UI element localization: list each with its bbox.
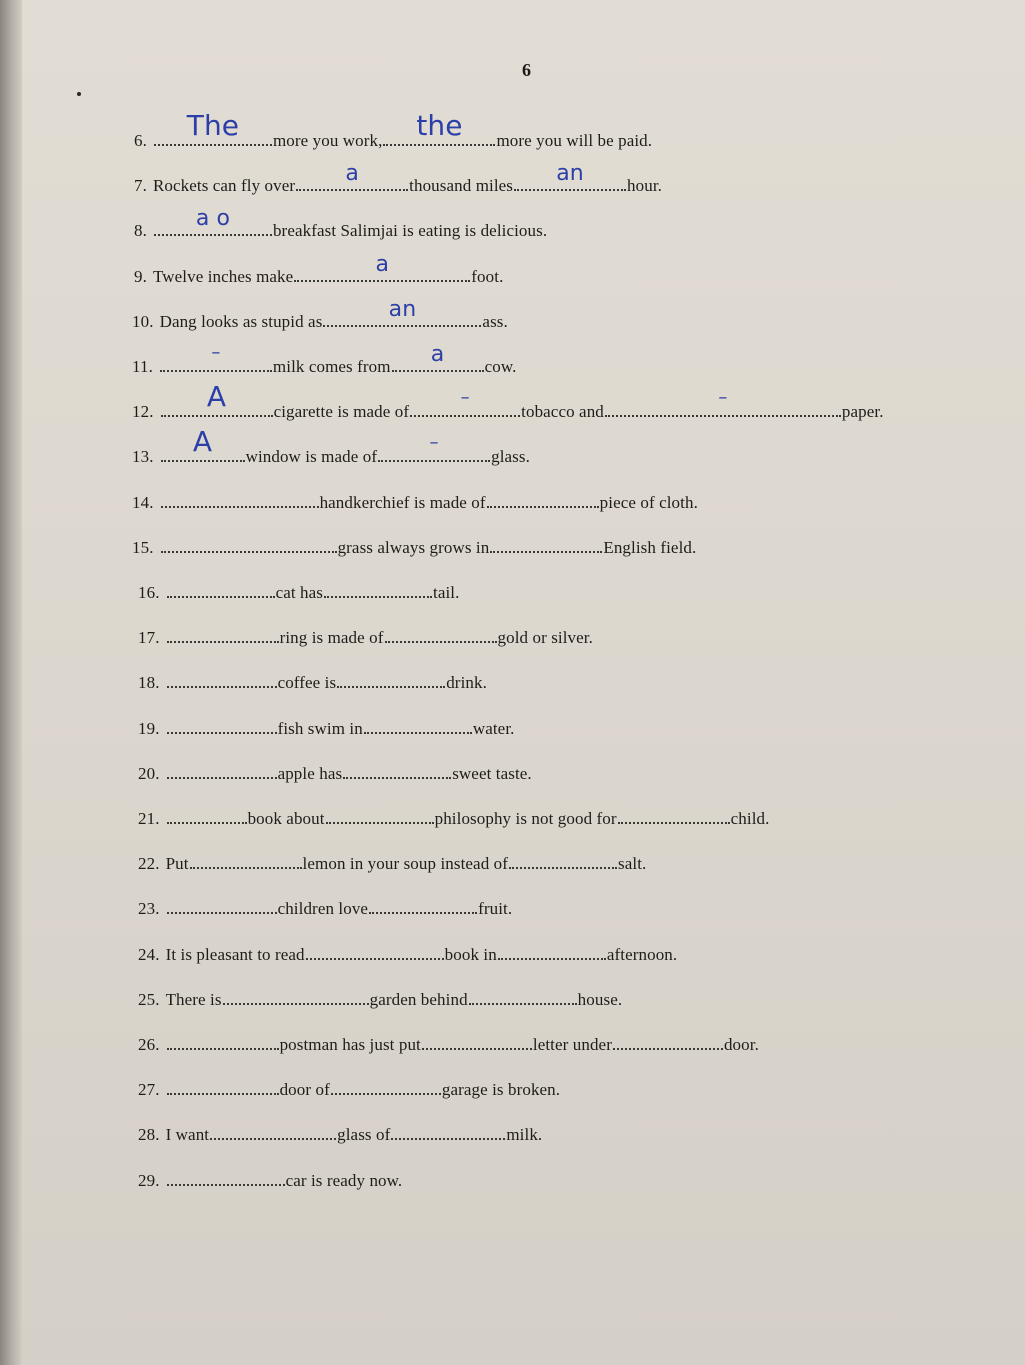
- exercise-text: piece of cloth.: [599, 493, 698, 512]
- exercise-text: fruit.: [478, 899, 513, 918]
- answer-blank[interactable]: [160, 342, 272, 372]
- answer-blank[interactable]: [410, 387, 520, 417]
- exercise-row: [132, 380, 884, 422]
- exercise-number: 7.: [134, 176, 147, 195]
- exercise-row: [134, 109, 653, 151]
- answer-blank[interactable]: [337, 672, 445, 688]
- exercise-text: grass always grows in: [337, 538, 490, 557]
- answer-blank[interactable]: [343, 763, 451, 779]
- exercise-number: 29.: [138, 1171, 160, 1190]
- page-number: 6: [522, 60, 531, 80]
- exercise-text: door of: [279, 1080, 330, 1099]
- exercise-row: [138, 1170, 402, 1191]
- answer-blank[interactable]: [514, 161, 626, 191]
- exercise-text: postman has just put: [279, 1035, 421, 1054]
- answer-blank[interactable]: [306, 944, 444, 960]
- answer-blank[interactable]: [469, 989, 577, 1005]
- exercise-text: Dang looks as stupid as: [159, 312, 323, 331]
- answer-blank[interactable]: [167, 808, 247, 824]
- exercise-row: [132, 492, 698, 513]
- exercise-number: 9.: [134, 267, 147, 286]
- exercise-text: child.: [730, 809, 770, 828]
- answer-blank[interactable]: [392, 342, 484, 372]
- exercise-text: It is pleasant to read: [165, 945, 305, 964]
- answer-blank[interactable]: [326, 808, 434, 824]
- handwritten-answer: –: [429, 432, 439, 453]
- exercise-number: 12.: [132, 402, 154, 421]
- handwritten-answer: a: [375, 252, 390, 277]
- exercise-text: handkerchief is made of: [319, 493, 486, 512]
- exercise-text: sweet taste.: [452, 764, 532, 783]
- answer-blank[interactable]: [331, 1079, 441, 1095]
- answer-blank[interactable]: [324, 582, 432, 598]
- exercise-number: 27.: [138, 1080, 160, 1099]
- answer-blank[interactable]: [383, 109, 495, 146]
- answer-blank[interactable]: [294, 252, 470, 282]
- exercise-text: drink.: [446, 673, 487, 692]
- exercise-row: [134, 252, 504, 287]
- answer-blank[interactable]: [498, 944, 606, 960]
- exercise-text: salt.: [618, 854, 647, 873]
- exercise-text: There is: [165, 990, 222, 1009]
- exercise-number: 8.: [134, 221, 147, 240]
- handwritten-answer: a: [430, 342, 445, 367]
- answer-blank[interactable]: [378, 432, 490, 462]
- exercise-row: [138, 1079, 560, 1100]
- exercise-number: 22.: [138, 854, 160, 873]
- handwritten-answer: –: [211, 342, 221, 363]
- answer-blank[interactable]: [161, 537, 337, 553]
- handwritten-answer: A: [206, 380, 227, 413]
- handwritten-answer: the: [416, 109, 463, 142]
- exercise-text: milk comes from: [272, 357, 391, 376]
- answer-blank[interactable]: [618, 808, 730, 824]
- exercise-row: [132, 297, 508, 332]
- answer-blank[interactable]: [154, 109, 272, 146]
- exercise-text: ass.: [482, 312, 508, 331]
- answer-blank[interactable]: [167, 718, 277, 734]
- exercise-row: [138, 582, 459, 603]
- exercise-row: [138, 627, 593, 648]
- exercise-number: 11.: [132, 357, 153, 376]
- exercise-row: [134, 161, 663, 196]
- exercise-text: Put: [165, 854, 189, 873]
- exercise-number: 14.: [132, 493, 154, 512]
- exercise-row: [138, 853, 646, 874]
- answer-blank[interactable]: [167, 627, 279, 643]
- exercise-text: afternoon.: [606, 945, 678, 964]
- exercise-text: glass.: [491, 447, 530, 466]
- exercise-row: [132, 425, 530, 467]
- answer-blank[interactable]: [490, 537, 602, 553]
- answer-blank[interactable]: [167, 1034, 279, 1050]
- exercise-text: door.: [723, 1035, 759, 1054]
- handwritten-answer: a o: [195, 206, 231, 231]
- exercise-text: thousand miles: [409, 176, 514, 195]
- answer-blank[interactable]: [323, 297, 481, 327]
- exercise-row: [138, 1034, 759, 1055]
- exercise-text: tobacco and: [521, 402, 604, 421]
- answer-blank[interactable]: [167, 1079, 279, 1095]
- exercise-row: [132, 537, 696, 558]
- exercise-number: 15.: [132, 538, 154, 557]
- exercise-row: [138, 989, 622, 1010]
- exercise-text: milk.: [506, 1125, 543, 1144]
- exercise-text: children love: [277, 899, 369, 918]
- exercise-text: fish swim in: [277, 719, 363, 738]
- exercise-row: [138, 718, 515, 739]
- exercise-row: [138, 808, 769, 829]
- exercise-text: cow.: [484, 357, 517, 376]
- answer-blank[interactable]: [161, 380, 273, 417]
- exercise-number: 28.: [138, 1125, 160, 1144]
- exercise-text: I want: [165, 1125, 210, 1144]
- exercise-text: book about: [247, 809, 325, 828]
- answer-blank[interactable]: [385, 627, 497, 643]
- page-binding-edge: [0, 0, 22, 1365]
- exercise-number: 21.: [138, 809, 160, 828]
- exercise-text: lemon in your soup instead of: [302, 854, 509, 873]
- answer-blank[interactable]: [190, 853, 302, 869]
- answer-blank[interactable]: [223, 989, 369, 1005]
- exercise-number: 26.: [138, 1035, 160, 1054]
- answer-blank[interactable]: [605, 387, 841, 417]
- handwritten-answer: The: [186, 109, 240, 142]
- worksheet-page: [22, 0, 1025, 1365]
- exercise-text: philosophy is not good for: [434, 809, 617, 828]
- exercise-text: apple has: [277, 764, 343, 783]
- exercise-row: [138, 763, 532, 784]
- exercise-text: car is ready now.: [285, 1171, 403, 1190]
- exercise-number: 17.: [138, 628, 160, 647]
- answer-blank[interactable]: [487, 492, 599, 508]
- exercise-text: house.: [577, 990, 623, 1009]
- exercise-row: [138, 898, 512, 919]
- exercise-text: ring is made of: [279, 628, 384, 647]
- answer-blank[interactable]: [422, 1034, 532, 1050]
- handwritten-answer: –: [460, 387, 470, 408]
- exercise-text: window is made of: [245, 447, 378, 466]
- exercise-text: paper.: [841, 402, 884, 421]
- exercise-text: letter under: [532, 1035, 612, 1054]
- exercise-text: Twelve inches make: [152, 267, 294, 286]
- answer-blank[interactable]: [210, 1124, 336, 1140]
- handwritten-answer: an: [556, 161, 584, 186]
- answer-blank[interactable]: [364, 718, 472, 734]
- exercise-row: [134, 206, 548, 241]
- exercise-number: 23.: [138, 899, 160, 918]
- exercise-text: hour.: [627, 176, 663, 195]
- answer-blank[interactable]: [161, 492, 319, 508]
- exercise-number: 18.: [138, 673, 160, 692]
- answer-blank[interactable]: [167, 582, 275, 598]
- exercise-number: 24.: [138, 945, 160, 964]
- exercise-text: foot.: [471, 267, 504, 286]
- answer-blank[interactable]: [391, 1124, 505, 1140]
- exercise-text: breakfast Salimjai is eating is delicious.: [272, 221, 548, 240]
- exercise-text: more you will be paid.: [496, 131, 653, 150]
- exercise-row: [138, 944, 677, 965]
- exercise-text: more you work,: [272, 131, 383, 150]
- answer-blank[interactable]: [613, 1034, 723, 1050]
- exercise-number: 6.: [134, 131, 147, 150]
- answer-blank[interactable]: [161, 425, 245, 462]
- answer-blank[interactable]: [167, 763, 277, 779]
- exercise-text: coffee is: [277, 673, 337, 692]
- exercise-number: 25.: [138, 990, 160, 1009]
- exercise-number: 19.: [138, 719, 160, 738]
- answer-blank[interactable]: [167, 898, 277, 914]
- exercise-text: cigarette is made of: [273, 402, 410, 421]
- answer-blank[interactable]: [369, 898, 477, 914]
- answer-blank[interactable]: [296, 161, 408, 191]
- exercise-number: 13.: [132, 447, 154, 466]
- exercise-row: [132, 342, 517, 377]
- handwritten-answer: A: [192, 425, 213, 458]
- exercise-number: 16.: [138, 583, 160, 602]
- exercise-text: garden behind: [369, 990, 468, 1009]
- exercise-text: Rockets can fly over: [152, 176, 296, 195]
- answer-blank[interactable]: [154, 206, 272, 236]
- exercise-text: garage is broken.: [441, 1080, 561, 1099]
- answer-blank[interactable]: [167, 1170, 285, 1186]
- exercise-number: 20.: [138, 764, 160, 783]
- exercise-text: English field.: [603, 538, 697, 557]
- exercise-text: water.: [472, 719, 515, 738]
- exercise-text: book in: [444, 945, 497, 964]
- exercise-number: 10.: [132, 312, 154, 331]
- exercise-text: tail.: [433, 583, 460, 602]
- exercise-row: [138, 672, 487, 693]
- exercise-text: cat has: [275, 583, 323, 602]
- handwritten-answer: a: [345, 161, 359, 186]
- exercise-text: gold or silver.: [497, 628, 593, 647]
- ink-speck: [77, 92, 81, 96]
- handwritten-answer: an: [388, 297, 417, 322]
- handwritten-answer: –: [718, 387, 728, 408]
- answer-blank[interactable]: [509, 853, 617, 869]
- answer-blank[interactable]: [167, 672, 277, 688]
- exercise-row: [138, 1124, 542, 1145]
- exercise-text: glass of: [337, 1125, 391, 1144]
